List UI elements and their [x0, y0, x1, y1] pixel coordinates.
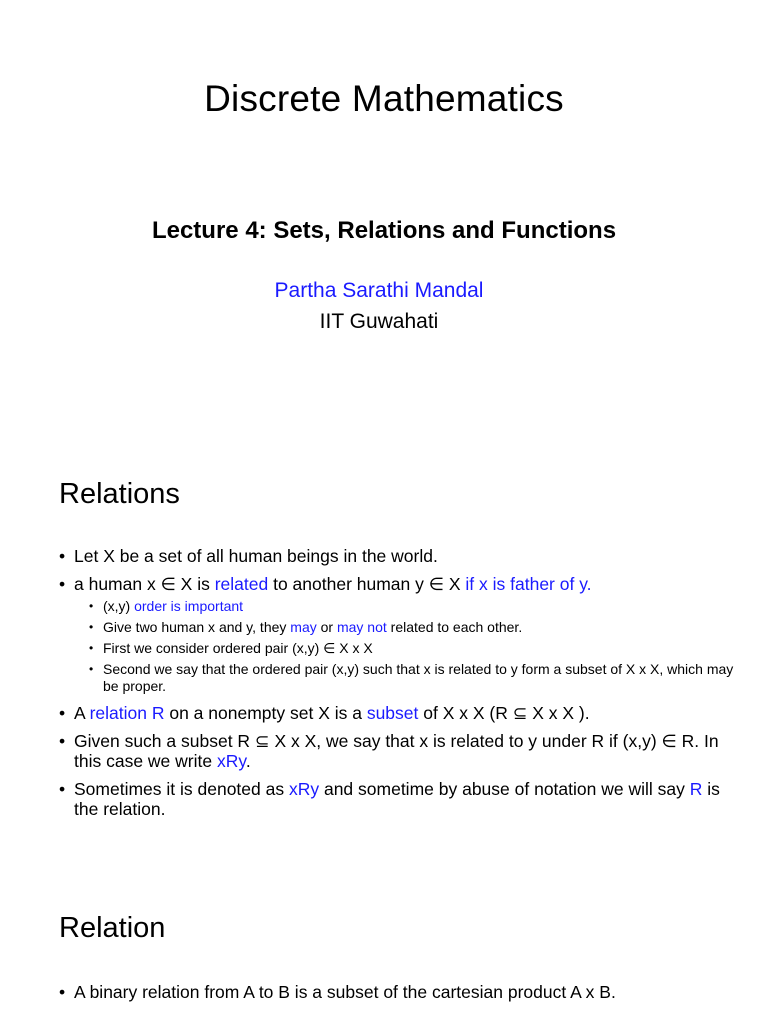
bullet-text: Sometimes it is denoted as — [74, 779, 289, 799]
bullet-list — [59, 546, 749, 827]
lecture-subtitle: Lecture 4: Sets, Relations and Functions — [151, 217, 617, 244]
highlight-text: may not — [336, 619, 387, 635]
relations-slide — [0, 430, 768, 862]
slide-heading: Relation — [59, 912, 166, 944]
list-item — [59, 574, 749, 695]
affiliation: IIT Guwahati — [319, 310, 439, 333]
bullet-text: on a nonempty set X is a — [164, 703, 367, 723]
highlight-text: xRy — [216, 751, 246, 771]
bullet-text: A binary relation from A to B is a subset of the cartesian product A x B. — [74, 982, 616, 1002]
slide-heading: Relations — [59, 478, 180, 510]
bullet-text: First we consider ordered pair (x,y) ∈ X x X — [103, 640, 373, 656]
bullet-text: (x,y) — [103, 598, 135, 614]
highlight-text: xRy — [288, 779, 320, 799]
highlight-text: relation R — [89, 703, 165, 723]
sub-list-item — [74, 640, 749, 657]
bullet-text: and sometime by abuse of notation we will say — [319, 779, 690, 799]
bullet-text: . — [245, 751, 251, 771]
sub-list-item — [74, 598, 749, 615]
author-name: Partha Sarathi Mandal — [274, 279, 484, 302]
bullet-text: Let X be a set of all human beings in the world. — [74, 546, 438, 566]
list-item — [59, 779, 749, 819]
highlight-text: related — [214, 574, 269, 594]
bullet-text: or — [316, 619, 337, 635]
list-item — [59, 703, 749, 723]
highlight-text: if x is father of y. — [465, 574, 592, 594]
list-item — [59, 982, 749, 1002]
highlight-text: subset — [366, 703, 419, 723]
title-slide — [0, 0, 768, 430]
list-item — [59, 731, 749, 771]
sub-bullet-list — [74, 598, 749, 695]
bullet-list — [59, 982, 749, 1010]
bullet-text: is the relation. — [74, 779, 720, 819]
bullet-text: Given such a subset R ⊆ X x X, we say that x is related to y under R if (x,y) ∈ R. In this case we write — [74, 731, 719, 771]
relation-slide — [0, 862, 768, 1024]
sub-list-item — [74, 661, 749, 695]
bullet-text: related to each other. — [386, 619, 523, 635]
bullet-text: Second we say that the ordered pair (x,y) such that x is related to y form a subset of X x X, which may be proper. — [103, 661, 734, 694]
highlight-text: R — [689, 779, 703, 799]
bullet-text: Give two human x and y, they — [103, 619, 291, 635]
bullet-text: of X x X (R ⊆ X x X ). — [418, 703, 590, 723]
list-item — [59, 546, 749, 566]
highlight-text: order is important — [134, 598, 244, 614]
slide-title: Discrete Mathematics — [204, 78, 564, 119]
bullet-text: A — [74, 703, 90, 723]
bullet-text: a human x ∈ X is — [74, 574, 215, 594]
bullet-text: to another human y ∈ X — [268, 574, 466, 594]
highlight-text: may — [290, 619, 317, 635]
sub-list-item — [74, 619, 749, 636]
